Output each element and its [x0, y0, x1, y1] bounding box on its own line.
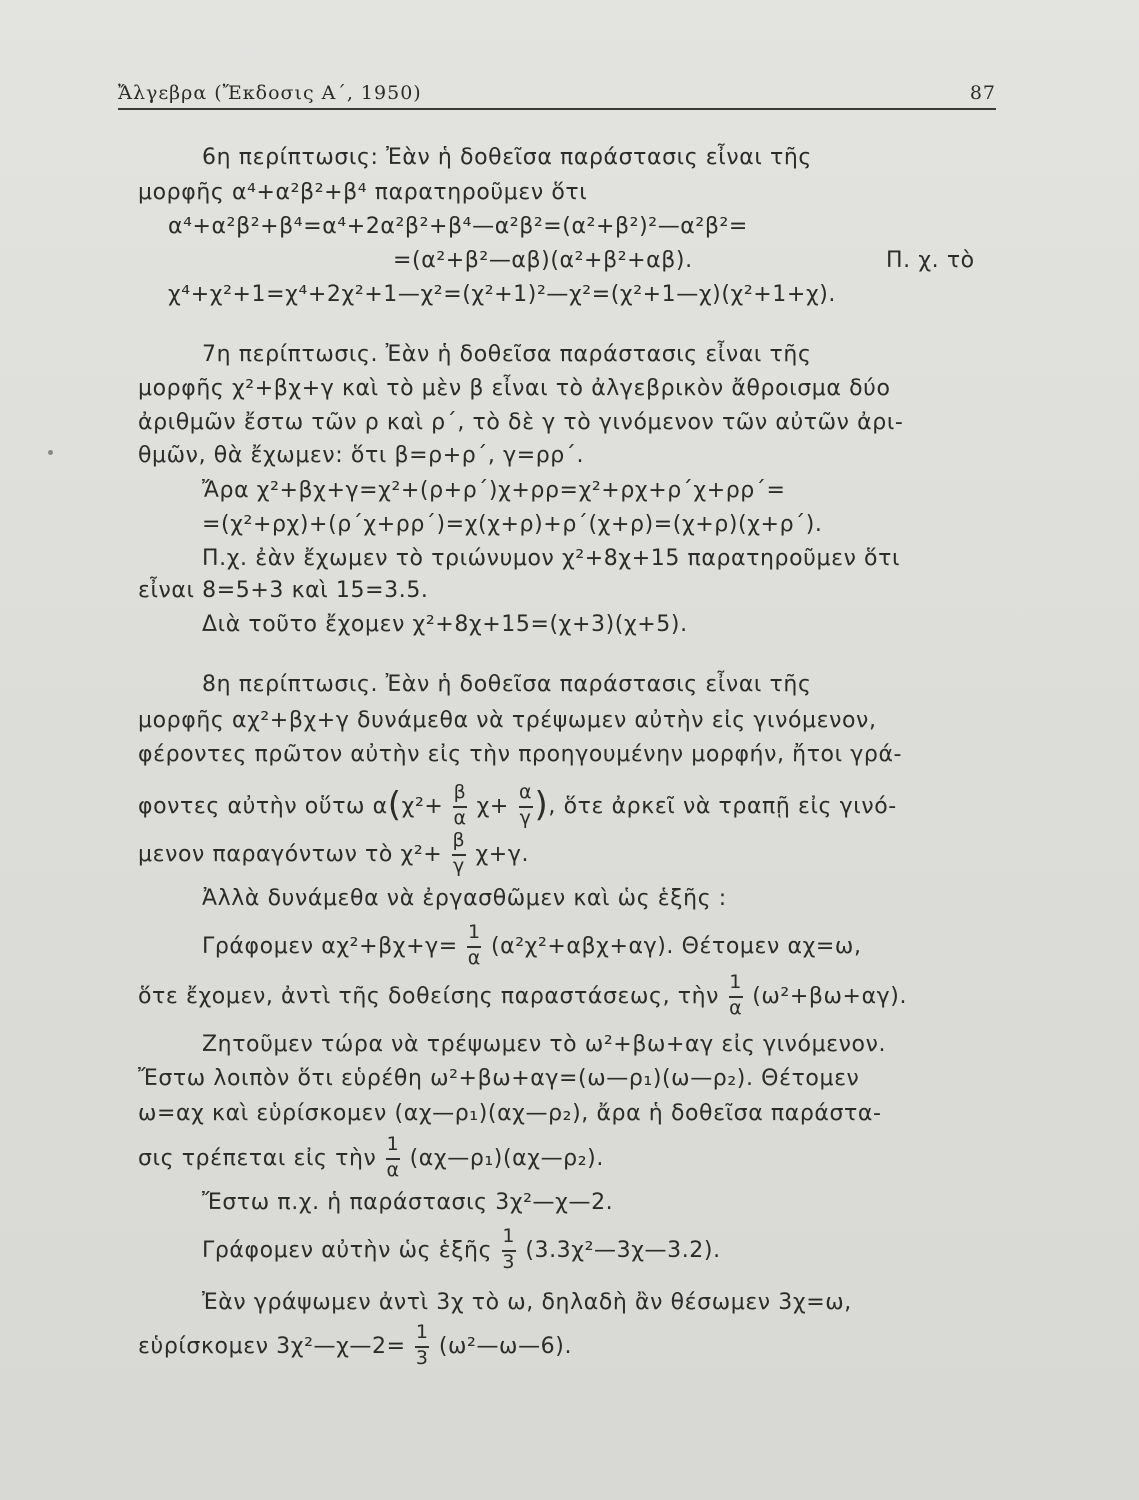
- case7-line: ἀριθμῶν ἔστω τῶν ρ καὶ ρ΄, τὸ δὲ γ τὸ γινόμενον τῶν αὐτῶν ἀρι-: [138, 410, 904, 435]
- case7-example: Π.χ. ἐὰν ἔχωμεν τὸ τριώνυμον χ²+8χ+15 παρατηροῦμεν ὅτι: [202, 546, 900, 571]
- close-paren: ): [534, 785, 549, 825]
- example-fraction-line: [202, 1225, 721, 1273]
- numerator: β: [452, 829, 466, 851]
- denominator: 3: [502, 1251, 516, 1273]
- case8-fraction-line: [138, 971, 908, 1019]
- text-run: (αχ—ρ₁)(αχ—ρ₂).: [409, 1146, 604, 1171]
- case8-line: μορφῆς αχ²+βχ+γ δυνάμεθα νὰ τρέψωμεν αὐτὴν εἰς γινόμενον,: [138, 708, 877, 733]
- case7-heading: 7η περίπτωσις. Ἐὰν ἡ δοθεῖσα παράστασις εἶναι τῆς: [202, 342, 812, 367]
- denominator: α: [729, 997, 743, 1019]
- case7-line: μορφῆς χ²+βχ+γ καὶ τὸ μὲν β εἶναι τὸ ἀλγεβρικὸν ἄθροισμα δύο: [138, 376, 891, 401]
- fraction: [465, 921, 483, 969]
- case7-example: εἶναι 8=5+3 καὶ 15=3.5.: [138, 578, 429, 603]
- example-line: Ἐὰν γράψωμεν ἀντὶ 3χ τὸ ω, δηλαδὴ ἂν θέσωμεν 3χ=ω,: [202, 1290, 852, 1315]
- numerator: β: [453, 781, 467, 803]
- example-label: Π. χ. τὸ: [886, 248, 975, 273]
- text-run: Γράφομεν αὐτὴν ὡς ἑξῆς: [202, 1238, 493, 1263]
- fraction: [413, 1321, 431, 1369]
- fraction: [450, 829, 468, 877]
- text-run: Γράφομεν αχ²+βχ+γ=: [202, 934, 458, 959]
- example-fraction-line: [138, 1321, 573, 1369]
- text-run: σις τρέπεται εἰς τὴν: [138, 1146, 377, 1171]
- book-title: Ἄλγεβρα (Ἔκδοσις Α΄, 1950): [118, 82, 422, 104]
- case7-equation: =(χ²+ρχ)+(ρ΄χ+ρρ΄)=χ(χ+ρ)+ρ΄(χ+ρ)=(χ+ρ)(χ+ρ΄).: [202, 512, 823, 537]
- case8-line: Ἀλλὰ δυνάμεθα νὰ ἐργασθῶμεν καὶ ὡς ἑξῆς :: [202, 886, 727, 911]
- fraction: [451, 781, 469, 829]
- case6-line: μορφῆς α⁴+α²β²+β⁴ παρατηροῦμεν ὅτι: [138, 180, 588, 205]
- text-run: φοντες αὐτὴν οὕτω α: [138, 794, 388, 819]
- text-run: (ω²—ω—6).: [438, 1334, 573, 1359]
- running-header: [118, 82, 996, 110]
- case6-equation: α⁴+α²β²+β⁴=α⁴+2α²β²+β⁴—α²β²=(α²+β²)²—α²β²=: [168, 214, 748, 239]
- case6-equation: =(α²+β²—αβ)(α²+β²+αβ).: [393, 248, 693, 273]
- text-run: χ+: [476, 794, 509, 819]
- case7-line: θμῶν, θὰ ἔχωμεν: ὅτι β=ρ+ρ΄, γ=ρρ΄.: [138, 443, 585, 468]
- numerator: α: [518, 781, 533, 803]
- denominator: α: [467, 947, 481, 969]
- text-run: ὅτε ἔχομεν, ἀντὶ τῆς δοθείσης παραστάσεως, τὴν: [138, 984, 720, 1009]
- fraction: [517, 781, 535, 829]
- text-run: μενον παραγόντων τὸ χ²+: [138, 842, 443, 867]
- text-run: (3.3χ²—3χ—3.2).: [525, 1238, 721, 1263]
- denominator: α: [386, 1159, 400, 1181]
- example-line: Ἔστω π.χ. ἡ παράστασις 3χ²—χ—2.: [202, 1190, 614, 1215]
- case8-fraction-line: [138, 1133, 604, 1181]
- case8-line: Ζητοῦμεν τώρα νὰ τρέψωμεν τὸ ω²+βω+αγ εἰς γινόμενον.: [202, 1032, 887, 1057]
- case7-equation: Ἄρα χ²+βχ+γ=χ²+(ρ+ρ΄)χ+ρρ=χ²+ρχ+ρ΄χ+ρρ΄=: [202, 478, 786, 503]
- case7-result: Διὰ τοῦτο ἔχομεν χ²+8χ+15=(χ+3)(χ+5).: [202, 612, 688, 637]
- case8-heading: 8η περίπτωσις. Ἐὰν ἡ δοθεῖσα παράστασις εἶναι τῆς: [202, 672, 812, 697]
- paper-speck: [48, 450, 53, 455]
- case8-fraction-line: [202, 921, 862, 969]
- case8-line: φέροντες πρῶτον αὐτὴν εἰς τὴν προηγουμένην μορφήν, ἤτοι γρά-: [138, 742, 903, 767]
- case6-heading: 6η περίπτωσις: Ἐὰν ἡ δοθεῖσα παράστασις εἶναι τῆς: [202, 145, 812, 170]
- open-paren: (: [387, 785, 402, 825]
- case8-line: ω=αχ καὶ εὑρίσκομεν (αχ—ρ₁)(αχ—ρ₂), ἄρα ἡ δοθεῖσα παράστα-: [138, 1101, 882, 1126]
- case8-line: Ἔστω λοιπὸν ὅτι εὑρέθη ω²+βω+αγ=(ω—ρ₁)(ω—ρ₂). Θέτομεν: [138, 1066, 860, 1091]
- case6-example: χ⁴+χ²+1=χ⁴+2χ²+1—χ²=(χ²+1)²—χ²=(χ²+1—χ)(χ²+1+χ).: [168, 282, 837, 307]
- text-run: , ὅτε ἀρκεῖ νὰ τραπῇ εἰς γινό-: [548, 794, 897, 819]
- denominator: α: [453, 807, 467, 829]
- numerator: 1: [415, 1321, 429, 1343]
- text-run: χ²+: [401, 794, 444, 819]
- case8-fraction-line: [138, 829, 530, 877]
- page-number: 87: [969, 82, 996, 104]
- numerator: 1: [729, 971, 742, 993]
- denominator: γ: [452, 855, 465, 877]
- fraction: [384, 1133, 402, 1181]
- numerator: 1: [502, 1225, 516, 1247]
- fraction: [727, 971, 745, 1019]
- text-run: εὑρίσκομεν 3χ²—χ—2=: [138, 1334, 406, 1359]
- text-run: (ω²+βω+αγ).: [752, 984, 908, 1009]
- denominator: 3: [415, 1347, 429, 1369]
- fraction: [500, 1225, 518, 1273]
- case8-fraction-line: [138, 781, 897, 829]
- denominator: γ: [519, 807, 532, 829]
- text-run: (α²χ²+αβχ+αγ). Θέτομεν αχ=ω,: [490, 934, 862, 959]
- numerator: 1: [468, 921, 481, 943]
- text-run: χ+γ.: [475, 842, 530, 867]
- numerator: 1: [386, 1133, 400, 1155]
